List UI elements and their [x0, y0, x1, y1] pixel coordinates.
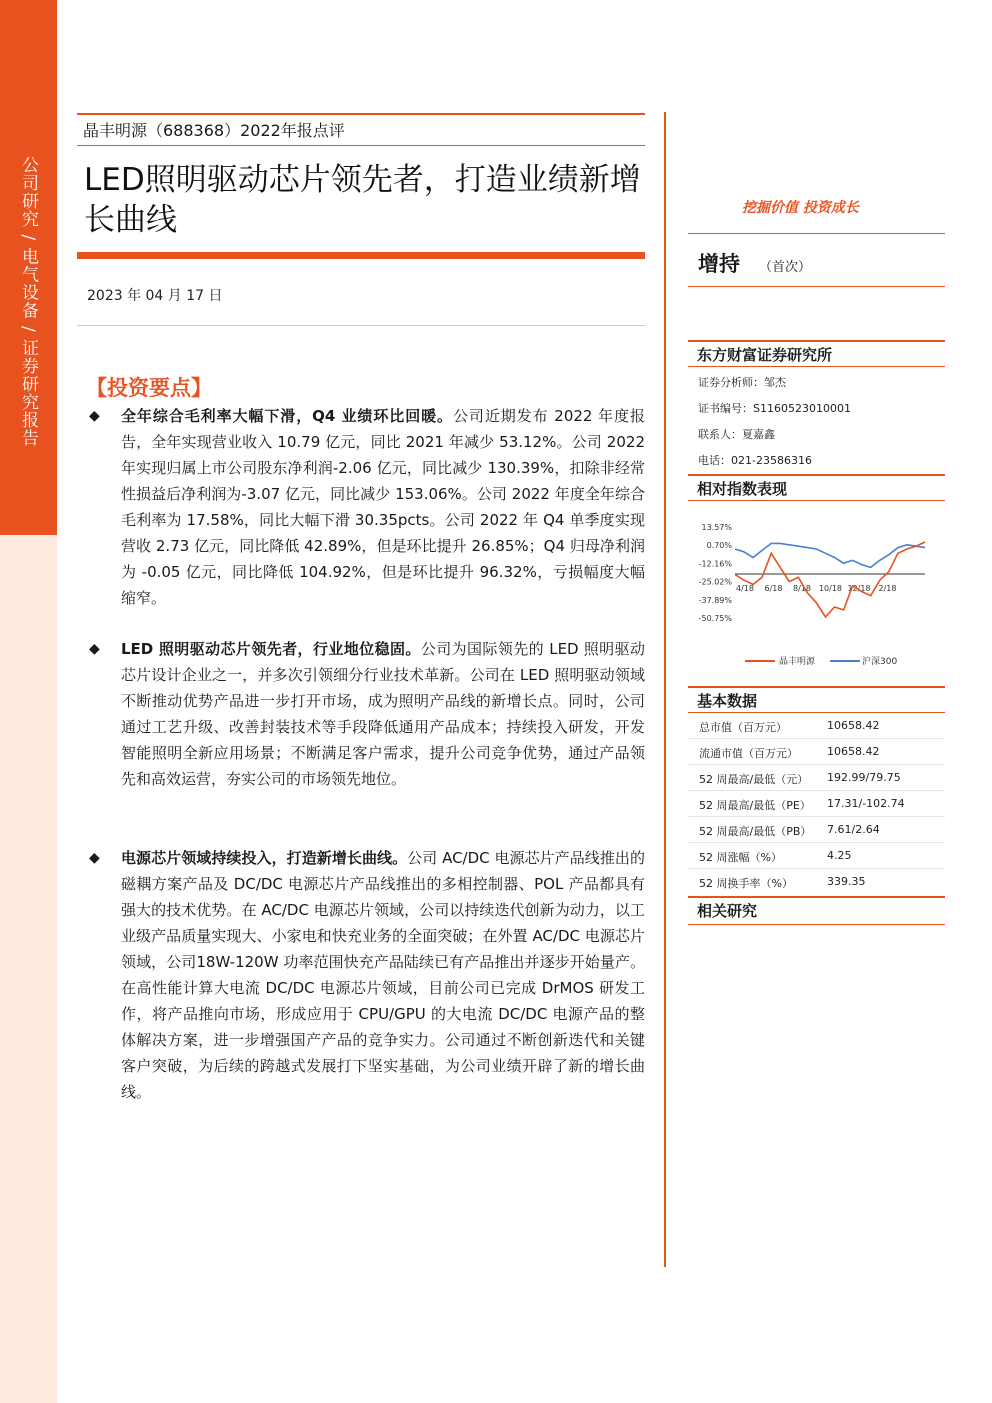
report-type: 晶丰明源（688368）2022年报点评	[83, 121, 345, 140]
basic-data-title: 基本数据	[697, 692, 758, 710]
page-title: LED照明驱动芯片领先者，打造业绩新增长曲线	[84, 162, 641, 238]
analyst-name: 证券分析师：邹杰	[698, 376, 786, 389]
bullet-item	[89, 636, 645, 792]
slogan: 挖掘价值 投资成长	[742, 200, 859, 216]
y-tick-label: -50.75%	[698, 614, 732, 623]
right-rule	[688, 712, 945, 713]
basic-data-label: 52 周换手率（%）	[699, 877, 793, 890]
diamond-icon: ◆	[89, 850, 100, 866]
bullet-text: 公司近期发布 2022 年度报告，全年实现营业收入 10.79 亿元，同比 2021 年减少 53.12%。公司 2022 年实现归属上市公司股东净利润-2.06 亿元，同比减少 130.39%，扣除非经常性损益后净利润为-3.07 亿元，同比减少 153.06%。公司 2022 年度全年综合毛利率为 17.58%，同比大幅下滑 30.35pcts。公司 2022 年 Q4 单季度实现营收 2.73 亿元，同比降低 42.89%，但是环比提升 26.85%；Q4 归母净利润为 -0.05 亿元，同比降低 104.92%，但是环比提升 96.32%，亏损幅度大幅缩窄。	[121, 407, 645, 607]
right-rule	[688, 366, 945, 367]
column-divider	[664, 112, 666, 1267]
report-date: 2023 年 04 月 17 日	[87, 288, 223, 304]
legend-label-stock: 晶丰明源	[779, 657, 816, 667]
basic-data-label: 总市值（百万元）	[699, 721, 787, 734]
x-tick-label: 10/18	[818, 584, 843, 593]
date-divider	[77, 325, 645, 326]
section-title: 【投资要点】	[86, 376, 212, 400]
basic-data-value: 4.25	[827, 849, 852, 862]
y-tick-label: 13.57%	[701, 523, 732, 532]
right-rule	[688, 924, 945, 925]
rating: 增持	[698, 252, 740, 276]
sidebar-category-label: 公司研究 / 电气设备 / 证券研究报告	[18, 156, 38, 448]
basic-data-value: 339.35	[827, 875, 866, 888]
series-line-stock	[735, 542, 925, 617]
institution-name: 东方财富证券研究所	[697, 346, 833, 364]
header-rule-top	[77, 113, 645, 115]
x-tick-label: 4/18	[736, 584, 754, 593]
diamond-icon: ◆	[89, 408, 100, 424]
phone-number: 电话：021-23586316	[698, 454, 812, 467]
certificate-number: 证书编号：S1160523010001	[698, 402, 851, 415]
bullet-text: 公司 AC/DC 电源芯片产品线推出的磁耦方案产品及 DC/DC 电源芯片产品线推出的多相控制器、POL 产品都具有强大的技术优势。在 AC/DC 电源芯片领域，公司以持续迭代创新为动力，以工业级产品质量实现大、小家电和快充业务的全面突破；在外置 AC/DC 电源芯片领域，公司18W-120W 功率范围快充产品陆续已有产品推出并逐步开始量产。在高性能计算大电流 DC/DC 电源芯片领域，目前公司已完成 DrMOS 研发工作，将产品推向市场，形成应用于 CPU/GPU 的大电流 DC/DC 电源产品的整体解决方案，进一步增强国产产品的竞争实力。公司通过不断创新迭代和关键客户突破，为后续的跨越式发展打下坚实基础，为公司业绩开辟了新的增长曲线。	[121, 849, 645, 1101]
y-tick-label: 0.70%	[706, 541, 732, 551]
sidebar-band-light	[0, 535, 57, 1403]
performance-title: 相对指数表现	[697, 480, 788, 498]
header-rule	[77, 145, 645, 146]
x-tick-label: 12/18	[847, 584, 871, 593]
legend-label-index: 沪深300	[862, 657, 898, 667]
bullet-text: 公司为国际领先的 LED 照明驱动芯片设计企业之一，并多次引领细分行业技术革新。公司在 LED 照明驱动领域不断推动优势产品进一步打开市场，成为照明产品线的新增长点。同时，公司通过工艺升级、改善封装技术等手段降低通用产品成本；持续投入研发，开发智能照明全新应用场景；不断满足客户需求，提升公司竞争优势，通过产品领先和高效运营，夯实公司的市场领先地位。	[121, 640, 645, 788]
right-rule	[688, 686, 945, 688]
y-axis-ticks	[699, 523, 733, 623]
bullet-item	[89, 845, 645, 1105]
basic-data-value: 10658.42	[827, 719, 880, 732]
relative-performance-chart	[690, 515, 940, 675]
row-divider	[688, 868, 945, 869]
right-rule	[688, 286, 945, 287]
right-rule	[688, 233, 945, 234]
title-underline	[77, 252, 645, 259]
basic-data-label: 52 周最高/最低（PE）	[699, 799, 811, 812]
row-divider	[688, 790, 945, 791]
right-rule	[688, 474, 945, 476]
basic-data-value: 7.61/2.64	[827, 823, 880, 836]
y-tick-label: -25.02%	[698, 577, 732, 587]
basic-data-label: 52 周最高/最低（元）	[699, 773, 809, 786]
row-divider	[688, 738, 945, 739]
right-rule	[688, 896, 945, 898]
y-tick-label: -12.16%	[698, 559, 732, 569]
x-tick-label: 8/18	[793, 584, 811, 593]
x-tick-label: 6/18	[764, 584, 783, 593]
row-divider	[688, 842, 945, 843]
row-divider	[688, 816, 945, 817]
x-tick-label: 2/18	[878, 584, 897, 593]
basic-data-value: 192.99/79.75	[827, 771, 901, 784]
related-research-title: 相关研究	[697, 902, 758, 920]
basic-data-value: 17.31/-102.74	[827, 797, 905, 810]
basic-data-label: 流通市值（百万元）	[699, 747, 798, 760]
row-divider	[688, 764, 945, 765]
diamond-icon: ◆	[89, 641, 100, 657]
bullet-item	[89, 403, 645, 611]
basic-data-label: 52 周最高/最低（PB）	[699, 825, 812, 838]
right-rule	[688, 500, 945, 501]
y-tick-label: -37.89%	[698, 595, 732, 605]
basic-data-label: 52 周涨幅（%）	[699, 851, 782, 864]
basic-data-value: 10658.42	[827, 745, 880, 758]
bullet-headline: 电源芯片领域持续投入，打造新增长曲线。	[121, 849, 408, 867]
contact-person: 联系人：夏嘉鑫	[698, 428, 775, 441]
bullet-headline: LED 照明驱动芯片领先者，行业地位稳固。	[121, 640, 421, 658]
rating-note: （首次）	[759, 260, 812, 275]
bullet-headline: 全年综合毛利率大幅下滑，Q4 业绩环比回暖。	[121, 407, 453, 425]
right-rule	[688, 340, 945, 342]
